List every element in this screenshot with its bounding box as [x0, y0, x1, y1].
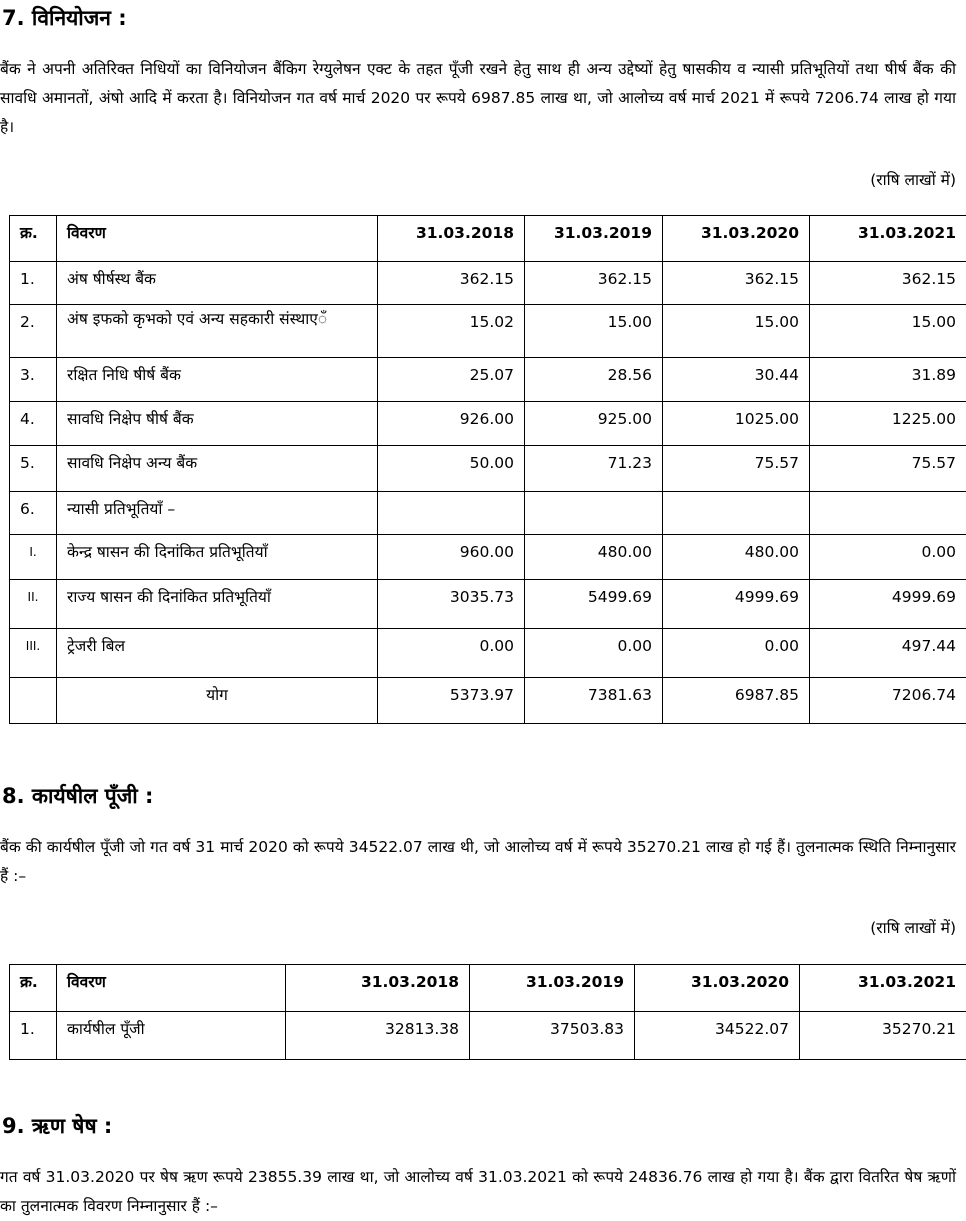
total-label: योग [57, 678, 378, 724]
row-value-2018: 0.00 [378, 629, 525, 678]
row-sn: 5. [10, 446, 57, 492]
row-value-2020: 4999.69 [663, 580, 810, 629]
header-description: विवरण [57, 965, 286, 1012]
row-value-2019: 37503.83 [470, 1012, 635, 1060]
row-value-2019 [525, 492, 663, 535]
row-value-2020: 30.44 [663, 358, 810, 402]
table-header-row [10, 965, 966, 1012]
total-sn [10, 678, 57, 724]
row-value-2019: 0.00 [525, 629, 663, 678]
row-value-2019: 925.00 [525, 402, 663, 446]
row-value-2019: 480.00 [525, 535, 663, 580]
row-sn: 1. [10, 262, 57, 305]
header-2020: 31.03.2020 [663, 216, 810, 262]
row-sn: I. [10, 535, 57, 580]
row-value-2021: 1225.00 [810, 402, 966, 446]
row-value-2019: 5499.69 [525, 580, 663, 629]
table-row [10, 262, 966, 305]
section-8-heading: 8. कार्यषील पूॅंजी : [2, 784, 154, 808]
row-description: ट्रेजरी बिल [57, 629, 378, 678]
header-2018: 31.03.2018 [286, 965, 470, 1012]
row-value-2019: 28.56 [525, 358, 663, 402]
working-capital-table [9, 964, 966, 1060]
total-2020: 6987.85 [663, 678, 810, 724]
row-description: सावधि निक्षेप अन्य बैंक [57, 446, 378, 492]
header-sn: क्र. [10, 965, 57, 1012]
header-description: विवरण [57, 216, 378, 262]
table-row [10, 402, 966, 446]
row-value-2018: 25.07 [378, 358, 525, 402]
total-2018: 5373.97 [378, 678, 525, 724]
row-value-2020: 34522.07 [635, 1012, 800, 1060]
investment-table [9, 215, 966, 724]
table-row [10, 305, 966, 358]
row-value-2018: 32813.38 [286, 1012, 470, 1060]
table-row [10, 1012, 966, 1060]
row-sn: 2. [10, 305, 57, 358]
row-sn: 1. [10, 1012, 57, 1060]
row-value-2021: 497.44 [810, 629, 966, 678]
row-sn: III. [10, 629, 57, 678]
row-value-2021: 75.57 [810, 446, 966, 492]
row-value-2021: 35270.21 [800, 1012, 966, 1060]
row-value-2019: 15.00 [525, 305, 663, 358]
row-value-2020: 75.57 [663, 446, 810, 492]
row-value-2018: 3035.73 [378, 580, 525, 629]
row-value-2020: 362.15 [663, 262, 810, 305]
row-value-2020: 0.00 [663, 629, 810, 678]
row-sn: 3. [10, 358, 57, 402]
row-description: रक्षित निधि षीर्ष बैंक [57, 358, 378, 402]
row-description: अंष षीर्षस्थ बैंक [57, 262, 378, 305]
total-2021: 7206.74 [810, 678, 966, 724]
table-row [10, 446, 966, 492]
section-7-paragraph: बैंक ने अपनी अतिरिक्त निधियों का विनियोजन बैंकिग रेग्युलेषन एक्ट के तहत पूॅंजी रखने हेतु साथ ही अन्य उद्देष्यों हेतु षासकीय व न्यासी प्रतिभूतियों तथा षीर्ष बैंक की सावधि अमानतों, अंषो आदि में करता है। विनियोजन गत वर्ष मार्च 2020 पर रूपये 6987.85 लाख था, जो आलोच्य वर्ष मार्च 2021 में रूपये 7206.74 लाख हो गया है। [0, 60, 956, 136]
table-total-row [10, 678, 966, 724]
row-value-2021: 362.15 [810, 262, 966, 305]
section-7-unit-note: (राषि लाखों में) [870, 171, 956, 189]
row-value-2020: 1025.00 [663, 402, 810, 446]
header-2018: 31.03.2018 [378, 216, 525, 262]
row-value-2019: 362.15 [525, 262, 663, 305]
row-value-2018: 960.00 [378, 535, 525, 580]
row-value-2020 [663, 492, 810, 535]
table-row [10, 492, 966, 535]
header-2019: 31.03.2019 [470, 965, 635, 1012]
row-value-2018: 50.00 [378, 446, 525, 492]
section-9-paragraph: गत वर्ष 31.03.2020 पर षेष ऋण रूपये 23855.39 लाख था, जो आलोच्य वर्ष 31.03.2021 को रूपये 24836.76 लाख हो गया है। बैंक द्वारा वितरित षेष ऋणों का तुलनात्मक विवरण निम्नानुसार हैं :– [0, 1168, 956, 1215]
header-sn: क्र. [10, 216, 57, 262]
section-9-heading: 9. ऋण षेष : [2, 1114, 113, 1138]
row-value-2018 [378, 492, 525, 535]
table-row [10, 358, 966, 402]
row-sn: II. [10, 580, 57, 629]
row-value-2021 [810, 492, 966, 535]
row-description: सावधि निक्षेप षीर्ष बैंक [57, 402, 378, 446]
row-description: न्यासी प्रतिभूतियॉं – [57, 492, 378, 535]
section-7-heading: 7. विनियोजन : [2, 6, 127, 30]
row-value-2020: 480.00 [663, 535, 810, 580]
header-2021: 31.03.2021 [800, 965, 966, 1012]
header-2021: 31.03.2021 [810, 216, 966, 262]
row-value-2021: 4999.69 [810, 580, 966, 629]
row-value-2020: 15.00 [663, 305, 810, 358]
row-value-2021: 15.00 [810, 305, 966, 358]
row-value-2018: 926.00 [378, 402, 525, 446]
row-value-2021: 31.89 [810, 358, 966, 402]
table-row [10, 535, 966, 580]
total-2019: 7381.63 [525, 678, 663, 724]
row-value-2018: 15.02 [378, 305, 525, 358]
row-description: अंष इफको कृभको एवं अन्य सहकारी संस्थाएॅं [57, 305, 378, 358]
row-sn: 6. [10, 492, 57, 535]
table-header-row [10, 216, 966, 262]
row-description: केन्द्र षासन की दिनांकित प्रतिभूतियॉं [57, 535, 378, 580]
header-2019: 31.03.2019 [525, 216, 663, 262]
row-description: कार्यषील पूॅंजी [57, 1012, 286, 1060]
header-2020: 31.03.2020 [635, 965, 800, 1012]
row-description: राज्य षासन की दिनांकित प्रतिभूतियॉं [57, 580, 378, 629]
section-8-unit-note: (राषि लाखों में) [870, 919, 956, 937]
table-row [10, 580, 966, 629]
row-value-2021: 0.00 [810, 535, 966, 580]
row-sn: 4. [10, 402, 57, 446]
row-value-2019: 71.23 [525, 446, 663, 492]
section-8-paragraph: बैंक की कार्यषील पूॅंजी जो गत वर्ष 31 मार्च 2020 को रूपये 34522.07 लाख थी, जो आलोच्य वर्ष में रूपये 35270.21 लाख हो गई हैं। तुलनात्मक स्थिति निम्नानुसार हैं :– [0, 838, 956, 885]
row-value-2018: 362.15 [378, 262, 525, 305]
table-row [10, 629, 966, 678]
